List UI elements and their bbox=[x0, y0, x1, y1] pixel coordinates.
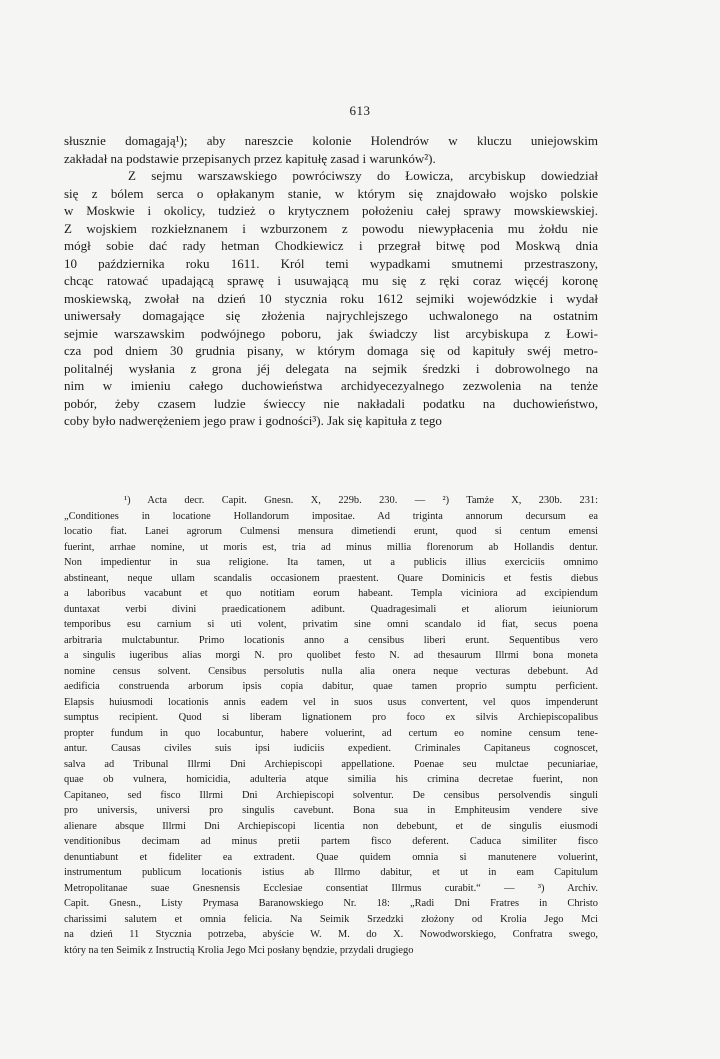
footnote-line: Capit. Gnesn., Listy Prymasa Baranowskiego Nr. 18: „Radi Dni Fratres in Christo bbox=[64, 898, 598, 909]
footnote-line: alienare absque Illrmi Dni Archiepiscopi licentia non debebunt, et de singulis eiusmodi bbox=[64, 820, 598, 832]
text-line: Z wojskiem rozkiełznanem i wzburzonem z powodu niewypłacenia mu żołdu nie bbox=[64, 220, 598, 236]
footnote-line: salva ad Tribunal Illrmi Dni Archiepiscopi appellatione. Poenae seu mulctae pecuniariae, bbox=[64, 758, 598, 770]
footnote-line: instrumentum publicum locationis istius ab Illrmo dabitur, et ut in eam Capitulum bbox=[64, 867, 598, 878]
footnote-line: locatio fiat. Lanei agrorum Culmensi mensura dimetiendi erunt, quod si centum emensi bbox=[64, 526, 598, 537]
text-line: moskiewską, zwołał na dzień 10 stycznia roku 1612 sejmiki wojewódzkie i wydał bbox=[64, 290, 598, 306]
footnote-line: Metropolitanae suae Gnesnensis Ecclesiae consentiat Illrmus curabit.“ — ³) Archiv. bbox=[64, 882, 598, 894]
footnote-line: na dzień 11 Stycznia potrzeba, abyście W. M. do X. Nowodworskiego, Confratra swego, bbox=[64, 929, 598, 940]
text-line: uniwersały domagające się złożenia najrychlejszego uchwalonego na ostatnim bbox=[64, 308, 598, 323]
footnote-line: fuerint, arrhae nomine, ut moris est, tria ad minus millia florenorum ab Hollandis dentur. bbox=[64, 541, 598, 553]
footnote-line: denuntiabunt et fideliter ea extradent. Quae quidem omnia si manutenere voluerint, bbox=[64, 851, 598, 863]
main-text-block bbox=[64, 132, 598, 430]
footnotes-block bbox=[64, 493, 598, 958]
text-line: sejmie warszawskim podwójnego poboru, jak świadczy list arcybiskupa z Łowi- bbox=[64, 325, 598, 341]
footnote-line: aedificia construenda arborum ipsis copia dabitur, quae tamen proprio sumptu perficient. bbox=[64, 681, 598, 692]
text-line: nim w imieniu całego duchowieństwa archidyecezyalnego zezwolenia na tenże bbox=[64, 378, 598, 393]
footnote-line: temporibus esu carnium si uti volent, privatim sine omni scandalo id fiat, secus poena bbox=[64, 619, 598, 630]
text-line: coby było nadwerężeniem jego praw i godności³). Jak się kapituła z tego bbox=[64, 413, 442, 428]
text-line: 10 października roku 1611. Król temi wypadkami smutnemi przestraszony, bbox=[64, 255, 598, 271]
footnote-line: ¹) Acta decr. Capit. Gnesn. X, 229b. 230. — ²) Tamże X, 230b. 231: bbox=[124, 495, 598, 506]
text-line: się z bólem serca o opłakanym stanie, w którym się znajdowało wojsko polskie bbox=[64, 185, 598, 201]
footnote-line: Non impedientur in sua religione. Ita tamen, ut a publicis illius exerciciis omnimo bbox=[64, 557, 598, 568]
footnote-line: który na ten Seimik z Instructią Krolia Jego Mci posłany bęndzie, przydali drugiego bbox=[64, 944, 414, 956]
text-line: słusznie domagają¹); aby nareszcie kolonie Holendrów w kluczu uniejowskim bbox=[64, 133, 598, 148]
footnote-line: propter fundum in quo locabuntur, habere voluerint, ad certum eo nomine censum tene- bbox=[64, 727, 598, 739]
footnote-line: Elapsis huiusmodi locationis annis eadem vel in suos usus convertent, vel quos impenderunt bbox=[64, 696, 598, 708]
text-line: zakładał na podstawie przepisanych przez kapitułę zasad i warunków²). bbox=[64, 150, 436, 166]
text-line: chcąc ratować upadającą sprawę i usuwającą mu się z ręki coraz więcéj koronę bbox=[64, 273, 598, 288]
text-line: cza pod dniem 30 grudnia pisany, w którym domaga się od kapituły swéj metro- bbox=[64, 343, 598, 358]
footnote-line: „Conditiones in locatione Hollandorum impositae. Ad triginta annorum decursum ea bbox=[64, 510, 598, 522]
footnote-line: abstineant, neque ullam scandalis occasionem praestent. Quare Dominicis et festis diebus bbox=[64, 572, 598, 584]
footnote-line: sumptus recipient. Quod si liberam lignationem pro foco ex silvis Archiepiscopalibus bbox=[64, 712, 598, 723]
footnote-line: nomine census solvent. Censibus persolutis nulla alia onera neque vecturas debebunt. Ad bbox=[64, 665, 598, 677]
text-line: politalnéj wysłania z grona jéj delegata na sejmik średzki i dobrowolnego na bbox=[64, 360, 598, 376]
text-line: Z sejmu warszawskiego powróciwszy do Łowicza, arcybiskup dowiedział bbox=[128, 168, 598, 183]
footnote-line: Capitaneo, sed fisco Illrmi Dni Archiepiscopi solventur. De censibus persolvendis singuli bbox=[64, 789, 598, 801]
footnote-line: charissimi salutem et omnia felicia. Na Seimik Srzedzki złożony od Krolia Jego Mci bbox=[64, 913, 598, 925]
text-line: pobór, żeby czasem ludzie świeccy nie nakładali podatku na duchowieństwo, bbox=[64, 395, 598, 411]
footnote-line: a laboribus vacabunt et quo notitiam eorum habeant. Templa viciniora ad excipiendum bbox=[64, 588, 598, 599]
footnote-line: duntaxat verbi divini praedicationem adibunt. Quadragesimali et aliorum ieiuniorum bbox=[64, 603, 598, 615]
footnote-line: quae ob vulnera, homicidia, adulteria atque similia his crimina decretae fuerint, non bbox=[64, 774, 598, 785]
footnote-line: a singulis iugeribus alias morgi N. pro quolibet festo N. ad thesaurum Illrmi bona moneta bbox=[64, 650, 598, 661]
text-line: mógł sobie dać rady hetman Chodkiewicz i przegrał bitwę pod Moskwą dnia bbox=[64, 238, 598, 253]
text-line: w Moskwie i okolicy, tudzież o krytycznem położeniu całej sprawy mowskiewskiej. bbox=[64, 203, 598, 218]
footnote-line: pro universis, universi pro singulis cavebunt. Bona sua in Emphiteusim vendere sive bbox=[64, 805, 598, 816]
page-number: 613 bbox=[349, 103, 371, 118]
footnote-line: antur. Causas civiles suis ipsi iudiciis expedient. Criminales Capitaneus cognoscet, bbox=[64, 743, 598, 754]
footnote-line: arbitraria mulctabuntur. Primo locationis anno a censibus liberi erunt. Sequentibus vero bbox=[64, 634, 598, 646]
footnote-line: venditionibus decimam ad minus pretii partem fisco deferent. Caduca similiter fisco bbox=[64, 836, 598, 847]
